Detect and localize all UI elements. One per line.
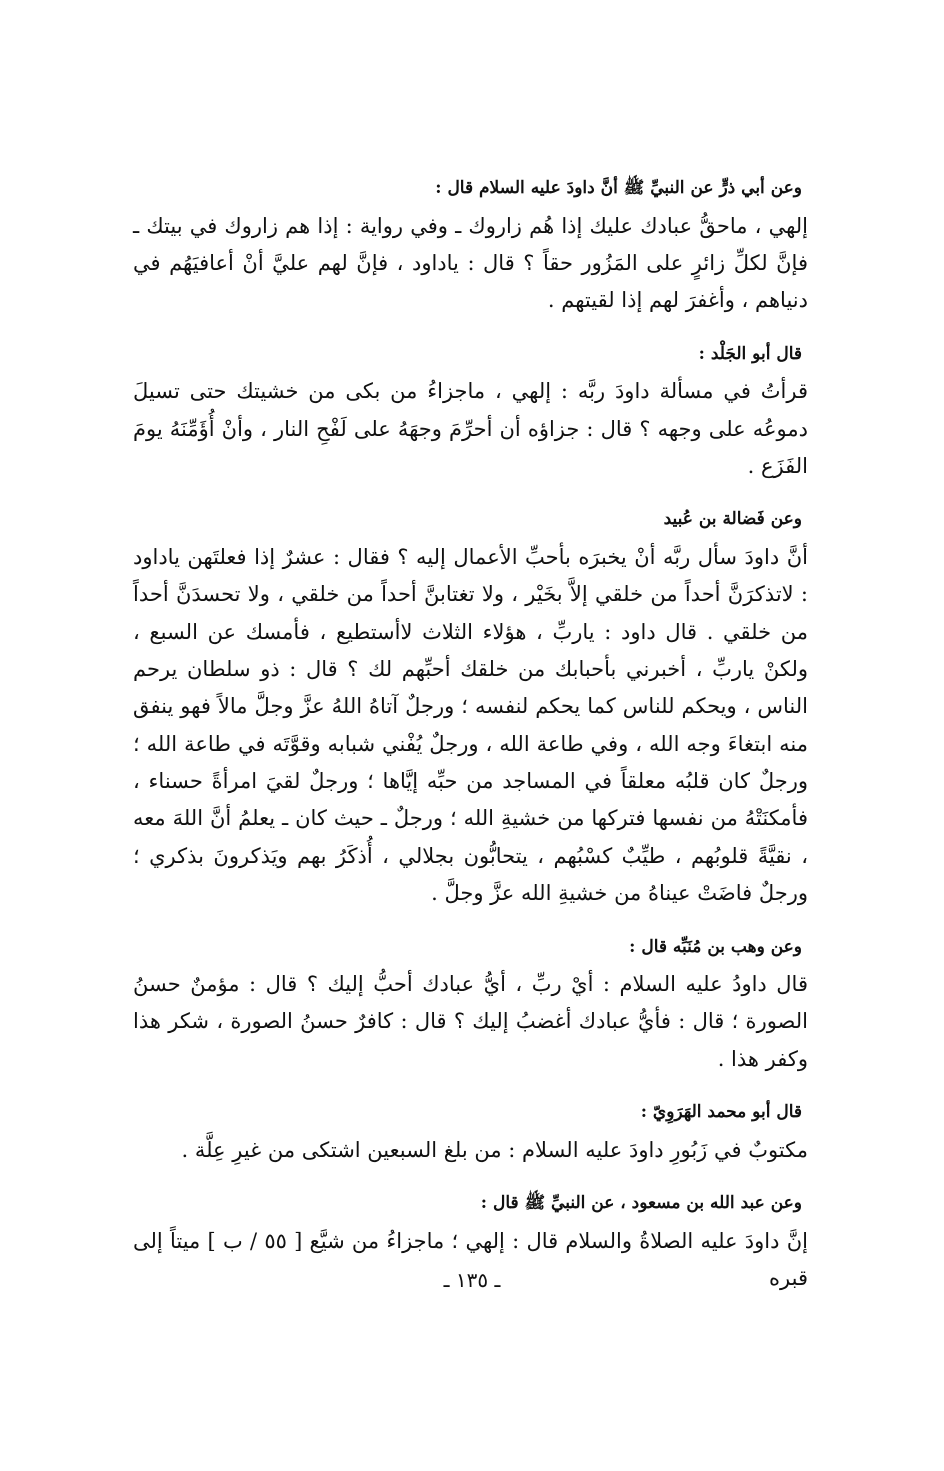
section-harawi xyxy=(133,1100,808,1169)
page-number: ـ ١٣٥ ـ xyxy=(443,1268,501,1292)
section-body: قال داودُ عليه السلام : أيْ ربِّ ، أيُّ عبادك أحبُّ إليك ؟ قال : مؤمنٌ حسنُ الصورة ؛ قال : فأيُّ عبادك أغضبُ إليك ؟ قال : كافرٌ حسنُ الصورة ، شكر هذا وكفر هذا . xyxy=(133,972,808,1071)
section-body: قرأتُ في مسألة داودَ ربَّه : إلهي ، ماجزاءُ من بكى من خشيتك حتى تسيلَ دموعُه على وجهه ؟ قال : جزاؤه أن أحرِّمَ وجهَهُ على لَفْحِ النار ، وأنْ أُؤَمِّنَهُ يومَ الفَزَع . xyxy=(133,379,808,478)
section-heading: قال أبو محمد الهَرَوِيّ : xyxy=(640,1102,802,1123)
section-body: إلهي ، ماحقُّ عبادك عليك إذا هُم زاروك ـ وفي رواية : إذا هم زاروك في بيتك ـ فإنَّ لكلِّ زائرٍ على المَزُور حقاً ؟ قال : ياداود ، فإنَّ لهم عليَّ أنْ أعافيَهُم في دنياهم ، وأغفرَ لهم إذا لقيتهم . xyxy=(133,213,808,313)
section-body: إنَّ داودَ عليه الصلاةُ والسلام قال : إلهي ؛ ماجزاءُ من شيَّع [ ٥٥ / ب ] ميتاً إلى قبره xyxy=(133,1228,808,1290)
page-content xyxy=(133,176,808,1319)
section-heading: وعن عبد الله بن مسعود ، عن النبيِّ ﷺ قال : xyxy=(480,1193,802,1213)
section-abu-dhar xyxy=(133,176,808,320)
section-body: أنَّ داودَ سأل ربَّه أنْ يخبرَه بأحبِّ الأعمال إليه ؟ فقال : عشرٌ إذا فعلتَهن ياداود : لاتذكرَنَّ أحداً من خلقي إلاَّ بخَيْر ، ولا تغتابنَّ أحداً من خلقي ، ولا تحسدَنَّ أحداً من خلقي . قال داود : ياربِّ ، هؤلاء الثلاث لاأستطيع ، فأمسك عن السبع ، ولكنْ ياربِّ ، أخبرني بأحبابك من خلقك أحبِّهم لك ؟ قال : ذو سلطان يرحم الناس ، ويحكم للناس كما يحكم لنفسه ؛ ورجلٌ آتاهُ اللهُ عزَّ وجلَّ مالاً فهو ينفق منه ابتغاءَ وجه الله ، وفي طاعة الله ، ورجلٌ يُفْني شبابه وقوَّتَه في طاعة الله ؛ ورجلٌ كان قلبُه معلقاً في المساجد من حبِّه إيَّاها ؛ ورجلٌ لقيَ امرأةً حسناء ، فأمكنَتْهُ من نفسها فتركها من خشيةِ الله ؛ ورجلٌ ـ حيث كان ـ يعلمُ أنَّ اللهَ معه ، نقيَّةً قلوبُهم ، طيِّبٌ كسْبُهم ، يتحابُّون بجلالي ، أُذكَرُ بهم ويَذكرونَ بذكري ؛ ورجلٌ فاضَتْ عيناهُ من خشيةِ الله عزَّ وجلَّ . xyxy=(133,544,808,906)
section-heading: وعن فَضالة بن عُبيد xyxy=(663,509,802,530)
section-body: مكتوبٌ في زَبُورِ داودَ عليه السلام : من بلغ السبعين اشتكى من غيرِ عِلَّة . xyxy=(181,1137,808,1162)
section-heading: وعن وهب بن مُنَبِّه قال : xyxy=(629,936,802,957)
section-wahb xyxy=(133,935,808,1079)
section-heading: قال أبو الجَلْد : xyxy=(698,343,802,364)
section-abu-al-jald xyxy=(133,342,808,486)
section-heading: وعن أبي ذرٍّ عن النبيِّ ﷺ أنَّ داودَ عليه السلام قال : xyxy=(435,178,802,198)
section-fadala xyxy=(133,507,808,912)
